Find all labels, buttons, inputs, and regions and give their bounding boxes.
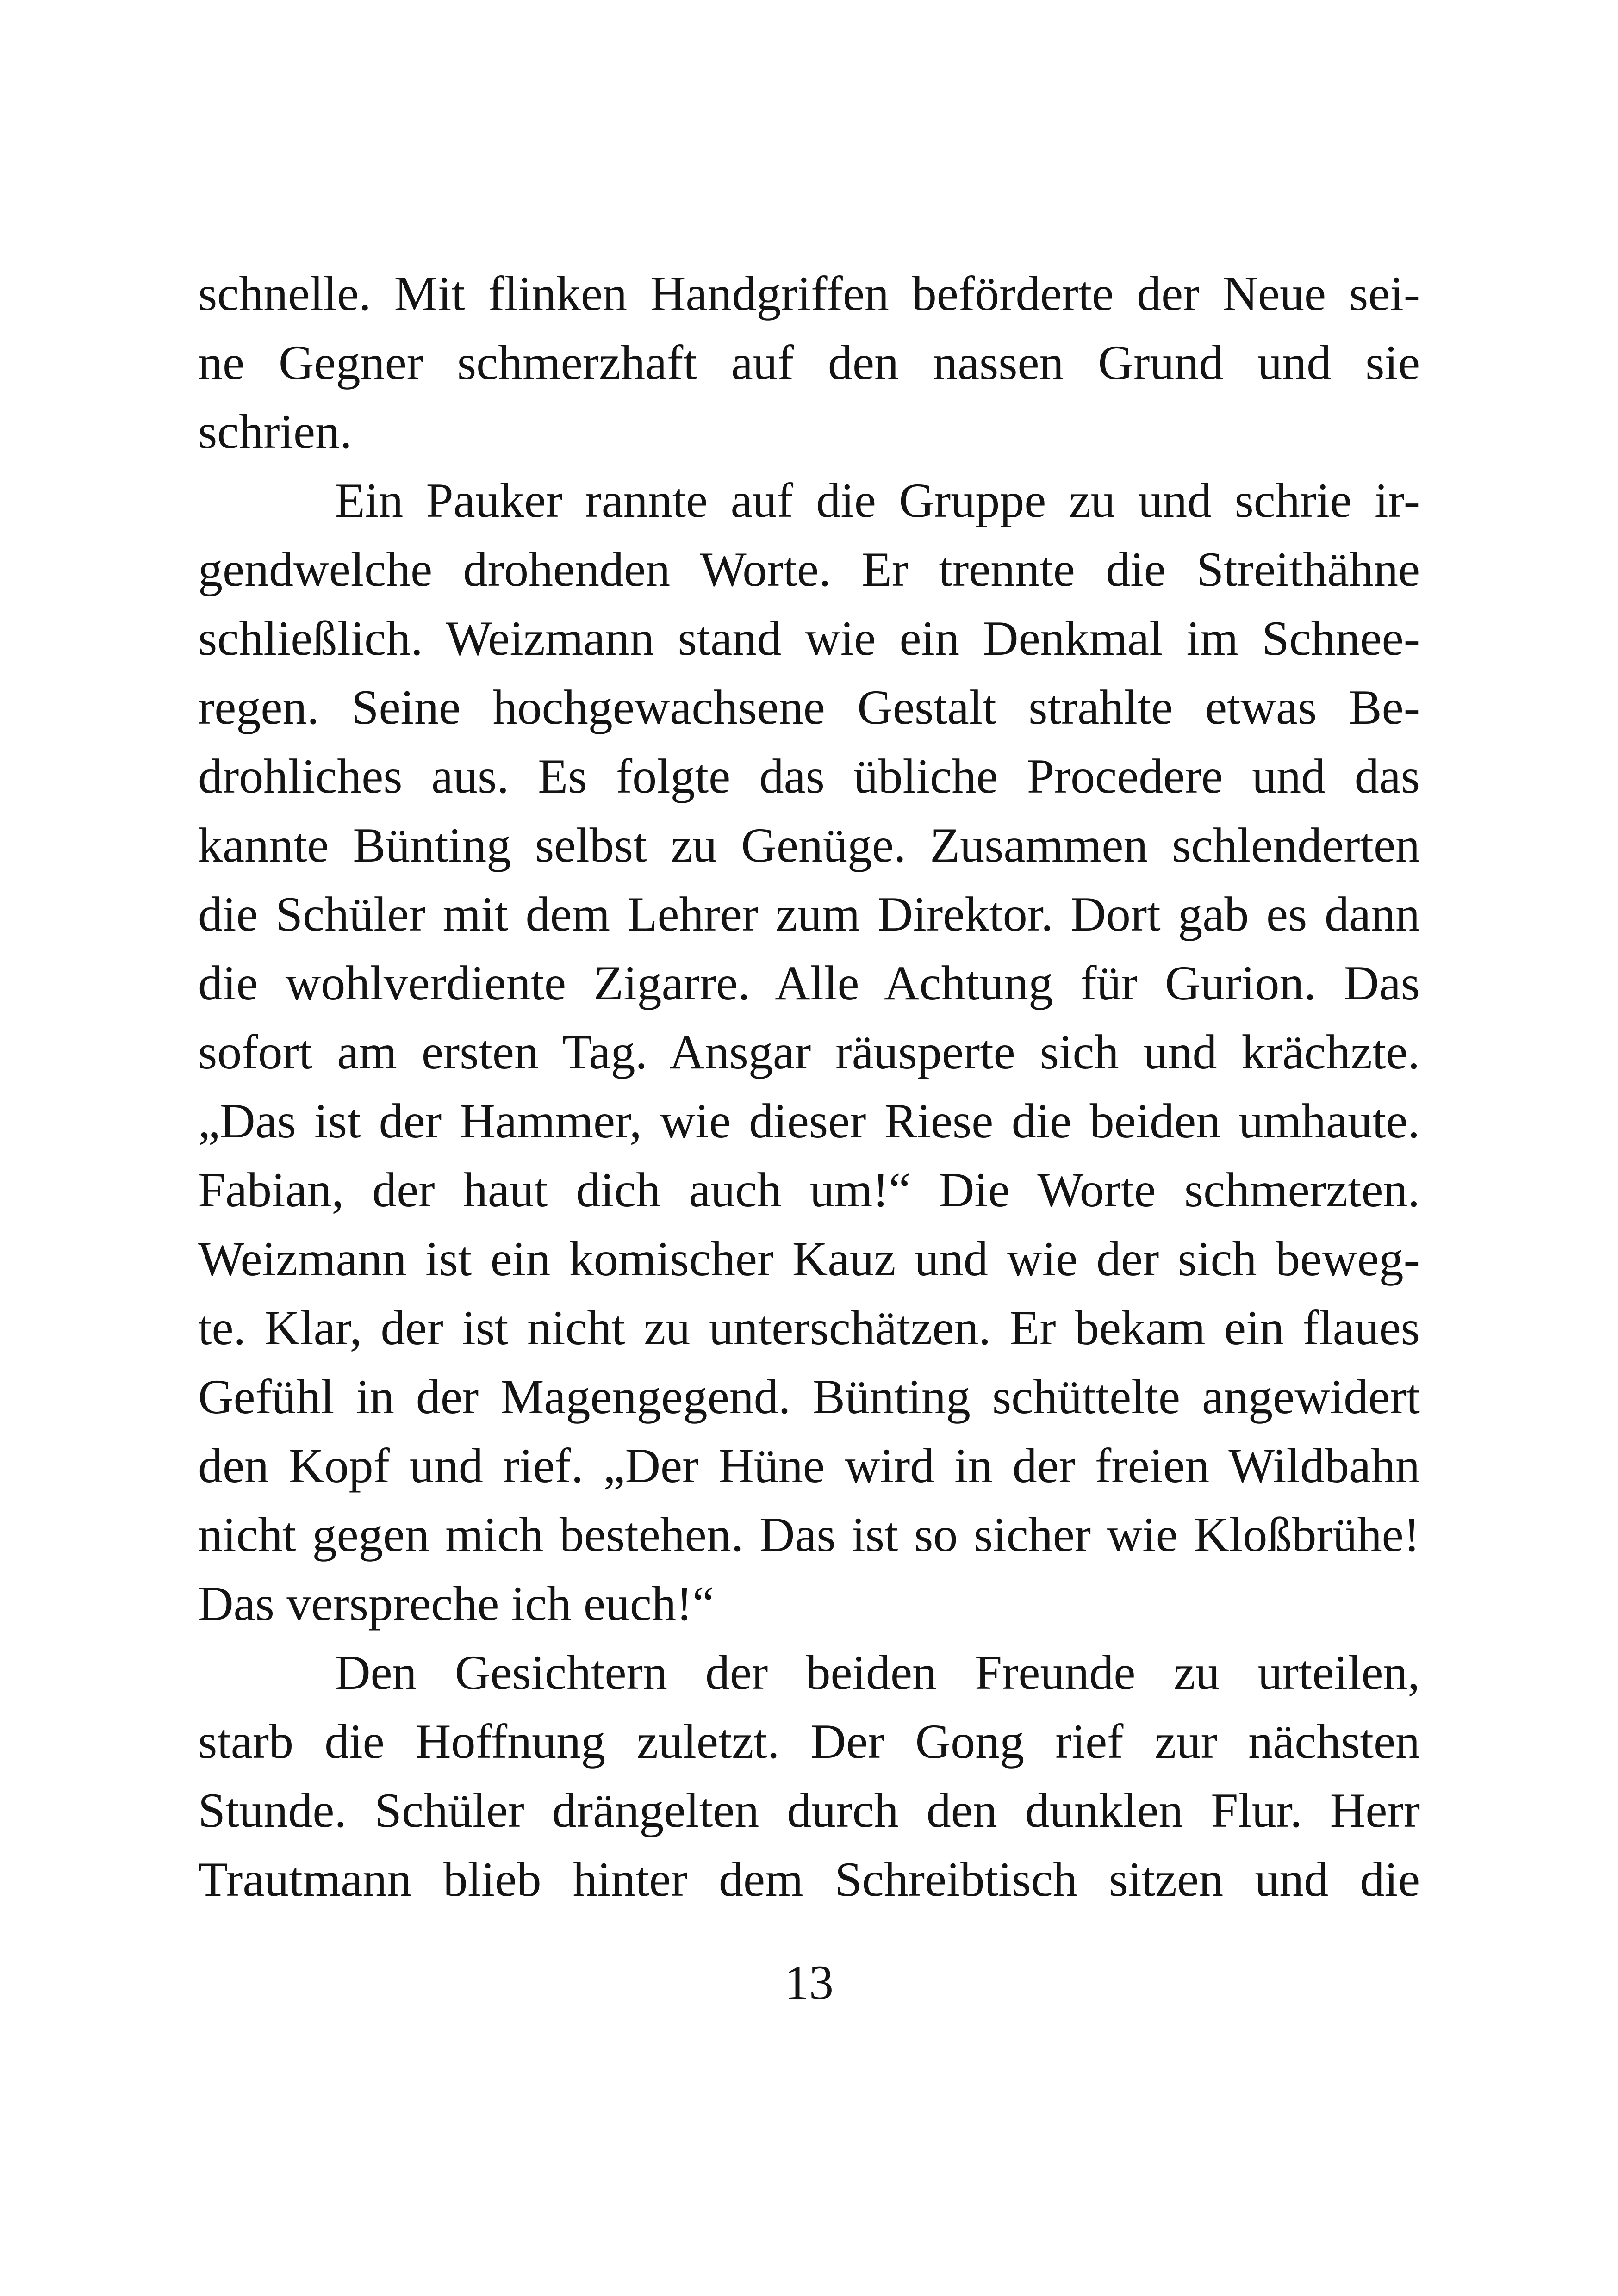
text-line: kannte Bünting selbst zu Genüge. Zusammen schlenderten [198, 818, 1420, 872]
text-line: die wohlverdiente Zigarre. Alle Achtung für Gurion. Das [198, 956, 1420, 1010]
text-line: Ein Pauker rannte auf die Gruppe zu und schrie ir- [335, 473, 1420, 527]
text-line: Das verspreche ich euch!“ [198, 1576, 715, 1631]
body-text [198, 259, 1420, 1914]
text-line: sofort am ersten Tag. Ansgar räusperte sich und krächzte. [198, 1025, 1420, 1079]
text-line: Gefühl in der Magengegend. Bünting schüttelte angewidert [198, 1370, 1420, 1424]
text-line: Fabian, der haut dich auch um!“ Die Worte schmerzten. [198, 1163, 1420, 1217]
text-line: te. Klar, der ist nicht zu unterschätzen. Er bekam ein flaues [198, 1301, 1420, 1355]
text-line: drohliches aus. Es folgte das übliche Procedere und das [198, 749, 1420, 803]
text-line: „Das ist der Hammer, wie dieser Riese die beiden umhaute. [198, 1094, 1420, 1148]
text-line: nicht gegen mich bestehen. Das ist so sicher wie Kloßbrühe! [198, 1508, 1420, 1562]
text-line: schrien. [198, 404, 352, 459]
text-line: die Schüler mit dem Lehrer zum Direktor. Dort gab es dann [198, 887, 1420, 941]
text-line: Stunde. Schüler drängelten durch den dunklen Flur. Herr [198, 1783, 1420, 1837]
text-line: den Kopf und rief. „Der Hüne wird in der freien Wildbahn [198, 1439, 1420, 1493]
text-line: starb die Hoffnung zuletzt. Der Gong rief zur nächsten [198, 1714, 1420, 1769]
text-line: ne Gegner schmerzhaft auf den nassen Grund und sie [198, 335, 1420, 390]
text-line: gendwelche drohenden Worte. Er trennte die Streithähne [198, 542, 1420, 596]
text-line: Weizmann ist ein komischer Kauz und wie der sich beweg- [198, 1232, 1420, 1286]
page-number: 13 [784, 1955, 834, 2010]
text-line: schnelle. Mit flinken Handgriffen beförderte der Neue sei- [198, 267, 1420, 321]
text-line: Trautmann blieb hinter dem Schreibtisch sitzen und die [198, 1852, 1420, 1906]
text-line: Den Gesichtern der beiden Freunde zu urteilen, [335, 1645, 1420, 1700]
text-line: regen. Seine hochgewachsene Gestalt strahlte etwas Be- [198, 680, 1420, 734]
text-line: schließlich. Weizmann stand wie ein Denkmal im Schnee- [198, 611, 1420, 665]
